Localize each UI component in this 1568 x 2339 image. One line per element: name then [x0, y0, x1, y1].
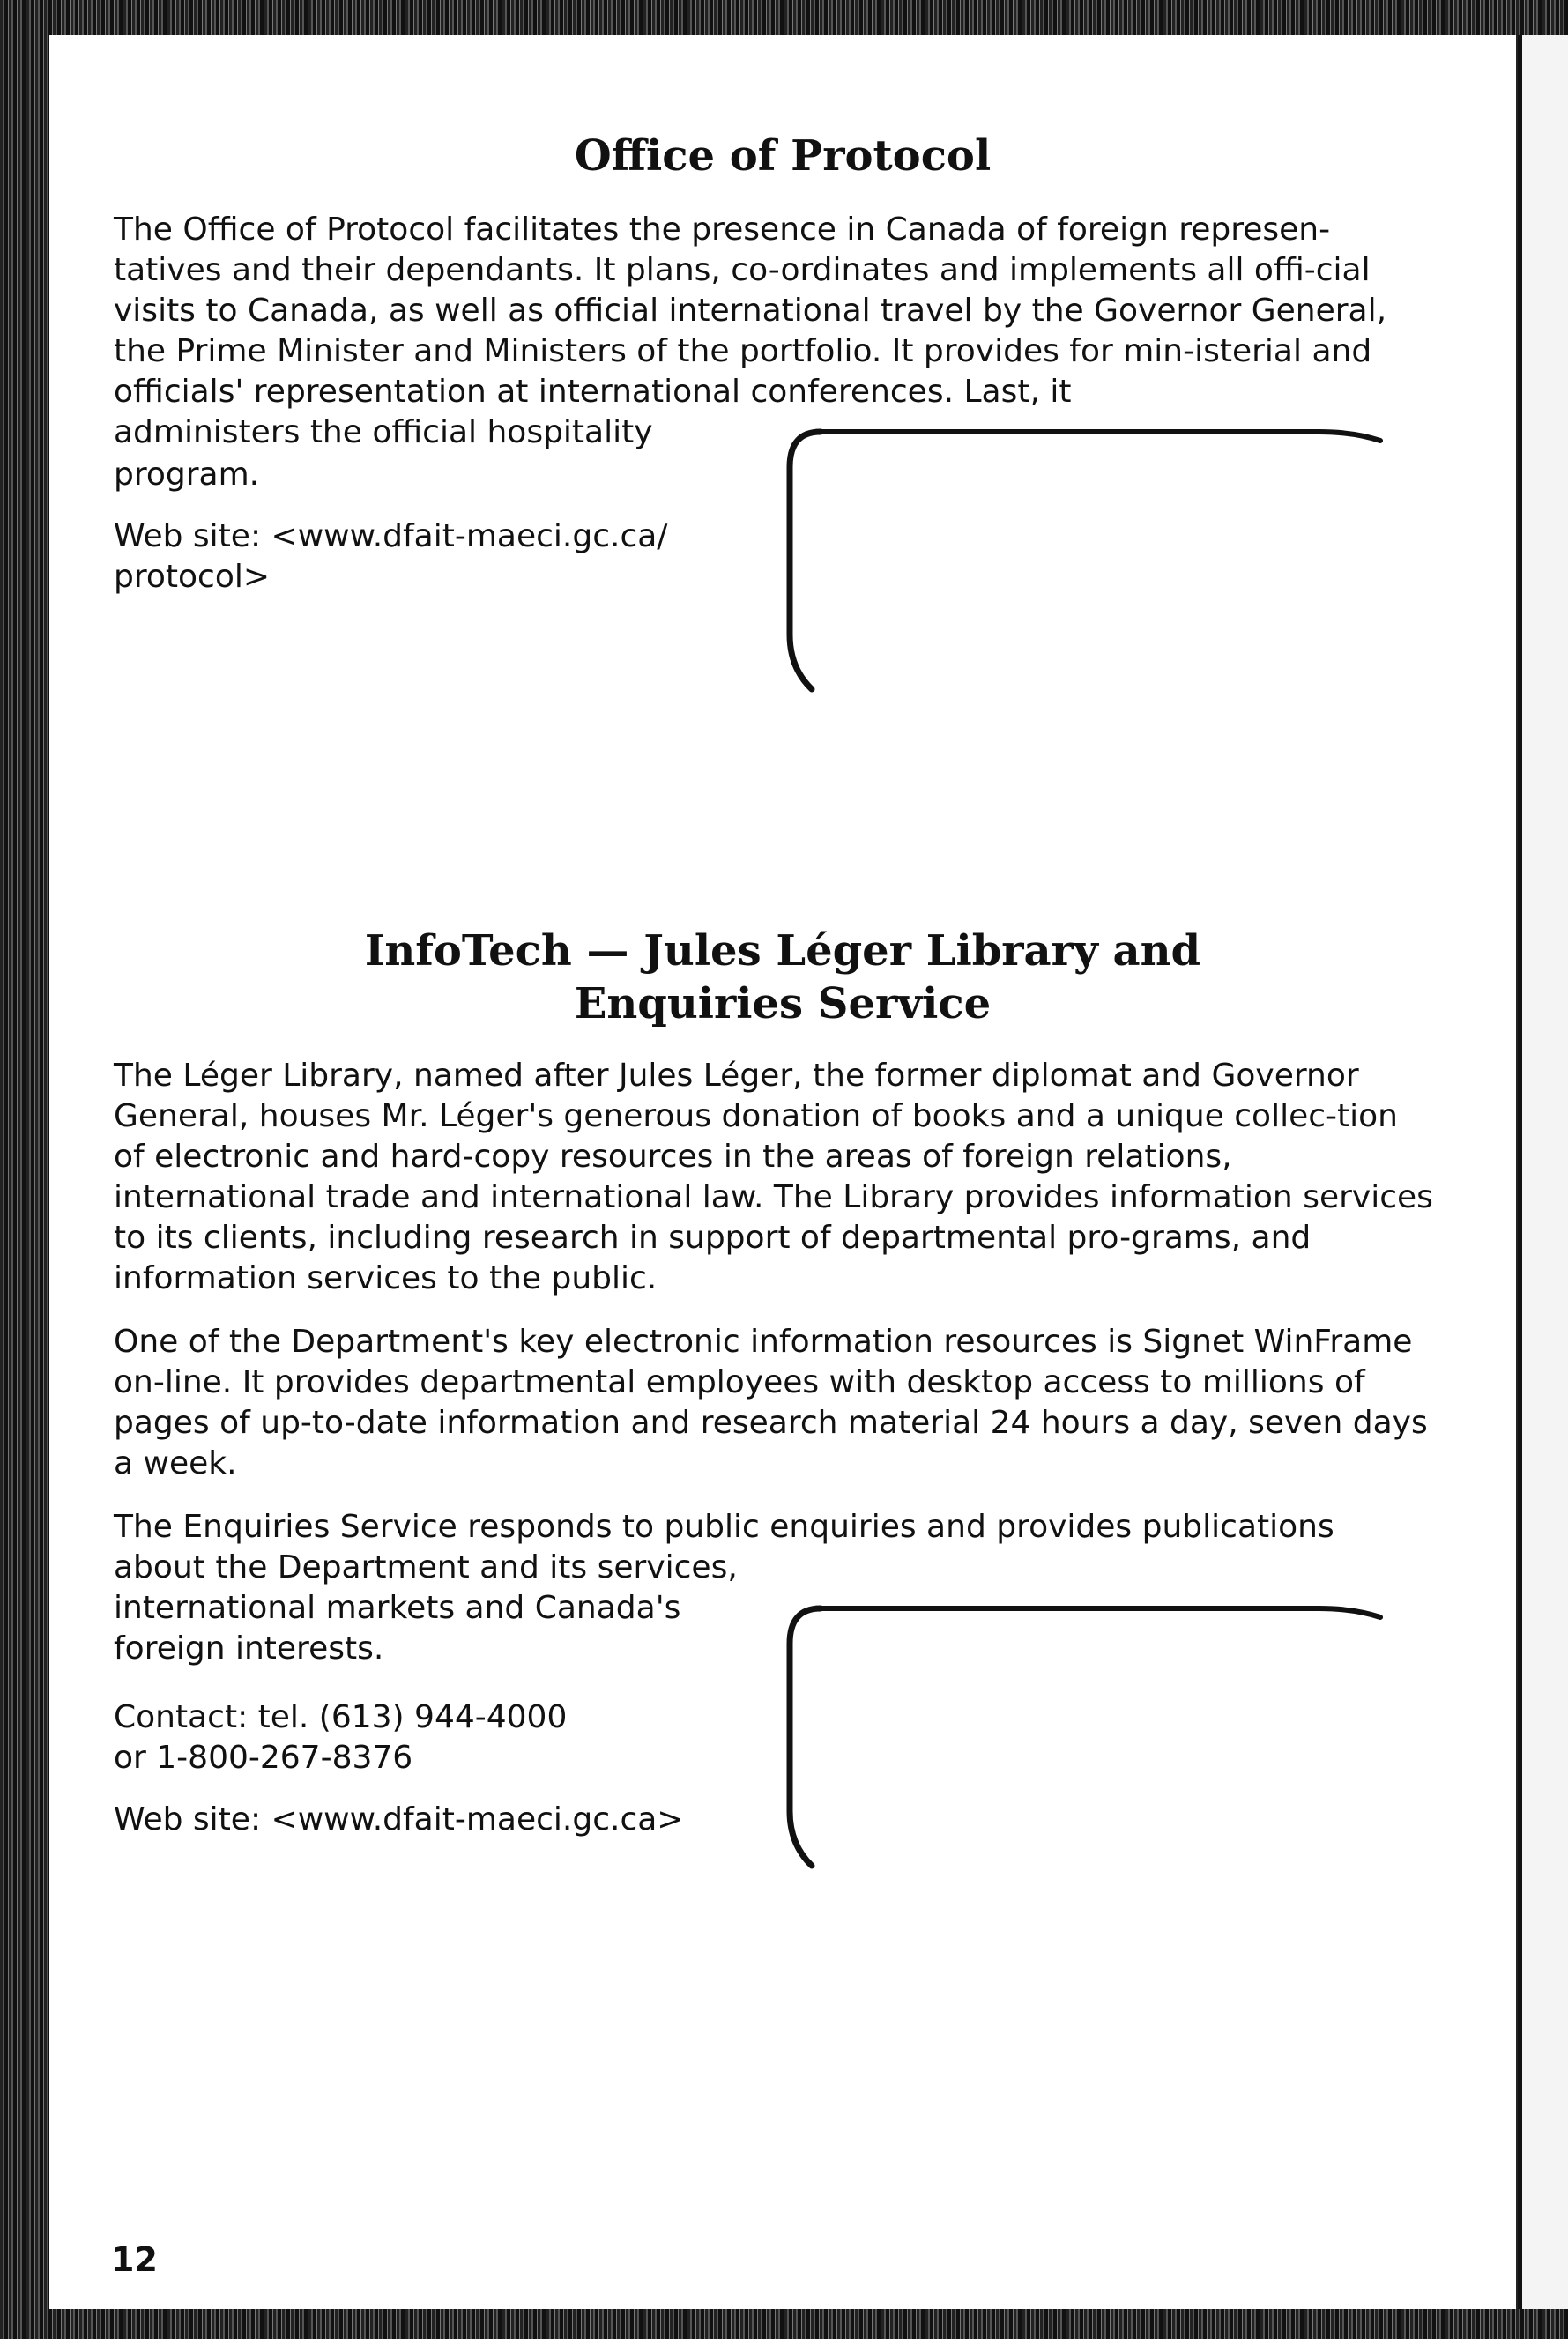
- protocol-website-line1: Web site: <www.dfait-maeci.gc.ca/: [114, 518, 668, 554]
- section-title-protocol: Office of Protocol: [574, 131, 992, 181]
- document-page: [49, 35, 1516, 2309]
- protocol-paragraph-end-1: administers the official hospitality: [114, 414, 653, 450]
- contact-line1: Contact: tel. (613) 944-4000: [114, 1699, 568, 1735]
- section-title-infotech-line2: Enquiries Service: [574, 979, 992, 1028]
- infotech-paragraph-3-line3: international markets and Canada's: [114, 1590, 681, 1626]
- callout-bracket-2: [737, 1591, 1389, 1882]
- infotech-website: Web site: <www.dfait-maeci.gc.ca>: [114, 1801, 684, 1838]
- infotech-paragraph-3-line1: The Enquiries Service responds to public enquiries and provides publications: [114, 1509, 1334, 1545]
- infotech-paragraph-2: One of the Department's key electronic information resources is Signet WinFrame on-line. It provides departmental employees with desktop access to millions of pages of up-to-date information and research material 24 hours a day, seven days a week.: [114, 1324, 1428, 1481]
- infotech-paragraph-3-line2: about the Department and its services,: [114, 1549, 738, 1585]
- protocol-paragraph: The Office of Protocol facilitates the presence in Canada of foreign represen-tatives and their dependants. It plans, co-ordinates and implements all offi-cial visits to Canada, as well as official international travel by the Governor General, the Prime Minister and Ministers of the portfolio. It provides for min-isterial and officials' representation at international conferences. Last, it: [114, 212, 1387, 410]
- contact-line2: or 1-800-267-8376: [114, 1740, 413, 1776]
- adjacent-page-edge: [1518, 35, 1568, 2309]
- callout-bracket-1: [737, 414, 1389, 705]
- infotech-paragraph-3-line4: foreign interests.: [114, 1630, 384, 1667]
- page-number: 12: [111, 2240, 158, 2279]
- protocol-paragraph-end-2: program.: [114, 457, 260, 493]
- infotech-paragraph-1: The Léger Library, named after Jules Léger, the former diplomat and Governor General, houses Mr. Léger's generous donation of books and a unique collec-tion of electronic and hard-copy resources in the areas of foreign relations, international trade and international law. The Library provides information services to its clients, including research in support of departmental pro-grams, and information services to the public.: [114, 1058, 1433, 1296]
- protocol-website-line2: protocol>: [114, 559, 271, 595]
- section-title-infotech-line1: InfoTech — Jules Léger Library and: [364, 926, 1201, 976]
